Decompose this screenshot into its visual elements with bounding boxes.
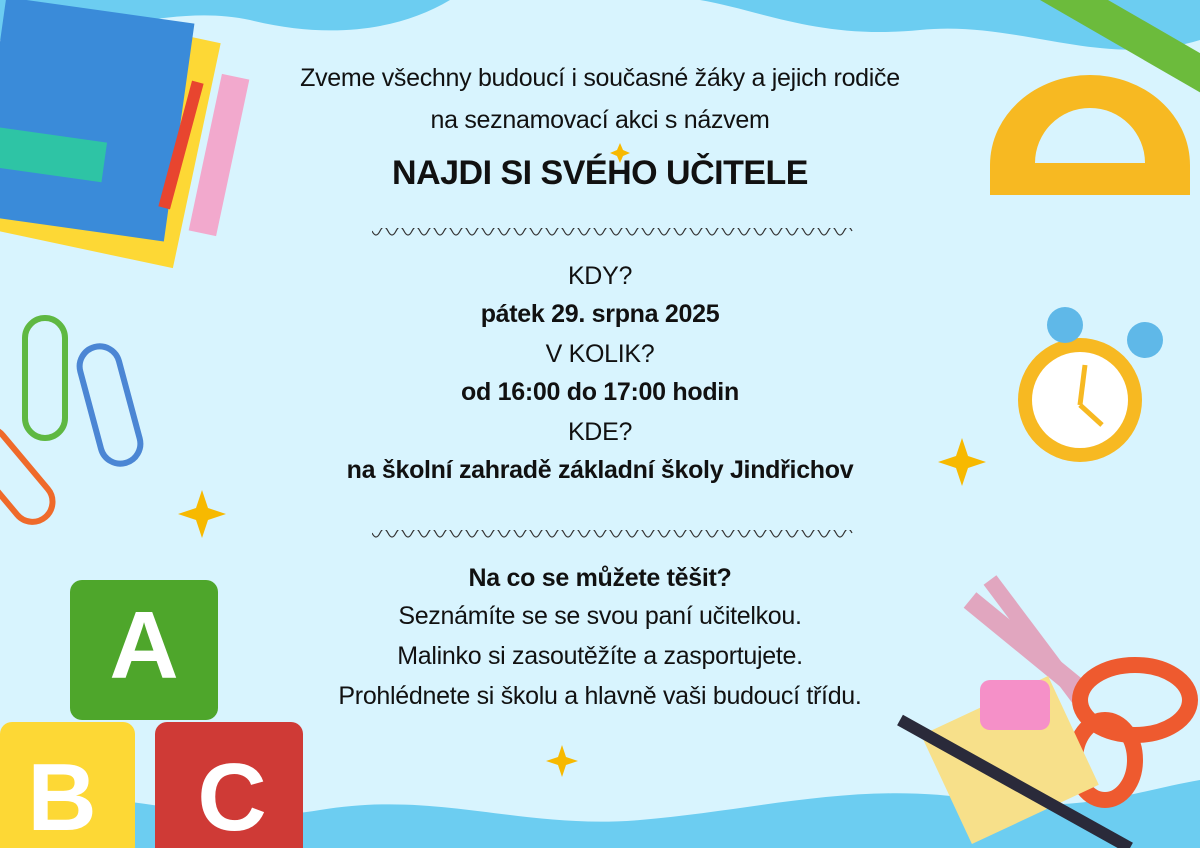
when-label: KDY? bbox=[567, 262, 633, 290]
wavy-divider bbox=[372, 530, 856, 540]
expect-item: Malinko si zasoutěžíte a zasportujete. bbox=[397, 642, 803, 670]
block-letter-a: A bbox=[109, 592, 179, 699]
block-letter-b: B bbox=[27, 744, 97, 848]
event-title: NAJDI SI SVÉHO UČITELE bbox=[392, 154, 808, 192]
time-label: V KOLIK? bbox=[545, 340, 655, 368]
wavy-divider bbox=[372, 228, 856, 238]
where-value: na školní zahradě základní školy Jindřichov bbox=[346, 456, 854, 484]
expect-heading: Na co se můžete těšit? bbox=[468, 564, 732, 592]
where-label: KDE? bbox=[567, 418, 633, 446]
time-value: od 16:00 do 17:00 hodin bbox=[461, 378, 739, 406]
block-letter-c: C bbox=[197, 744, 267, 848]
when-value: pátek 29. srpna 2025 bbox=[480, 300, 720, 328]
intro-line-1: Zveme všechny budoucí i současné žáky a jejich rodiče bbox=[300, 64, 900, 92]
expect-item: Prohlédnete si školu a hlavně vaši budoucí třídu. bbox=[338, 682, 862, 710]
intro-line-2: na seznamovací akci s názvem bbox=[430, 106, 770, 134]
expect-item: Seznámíte se se svou paní učitelkou. bbox=[398, 602, 802, 630]
